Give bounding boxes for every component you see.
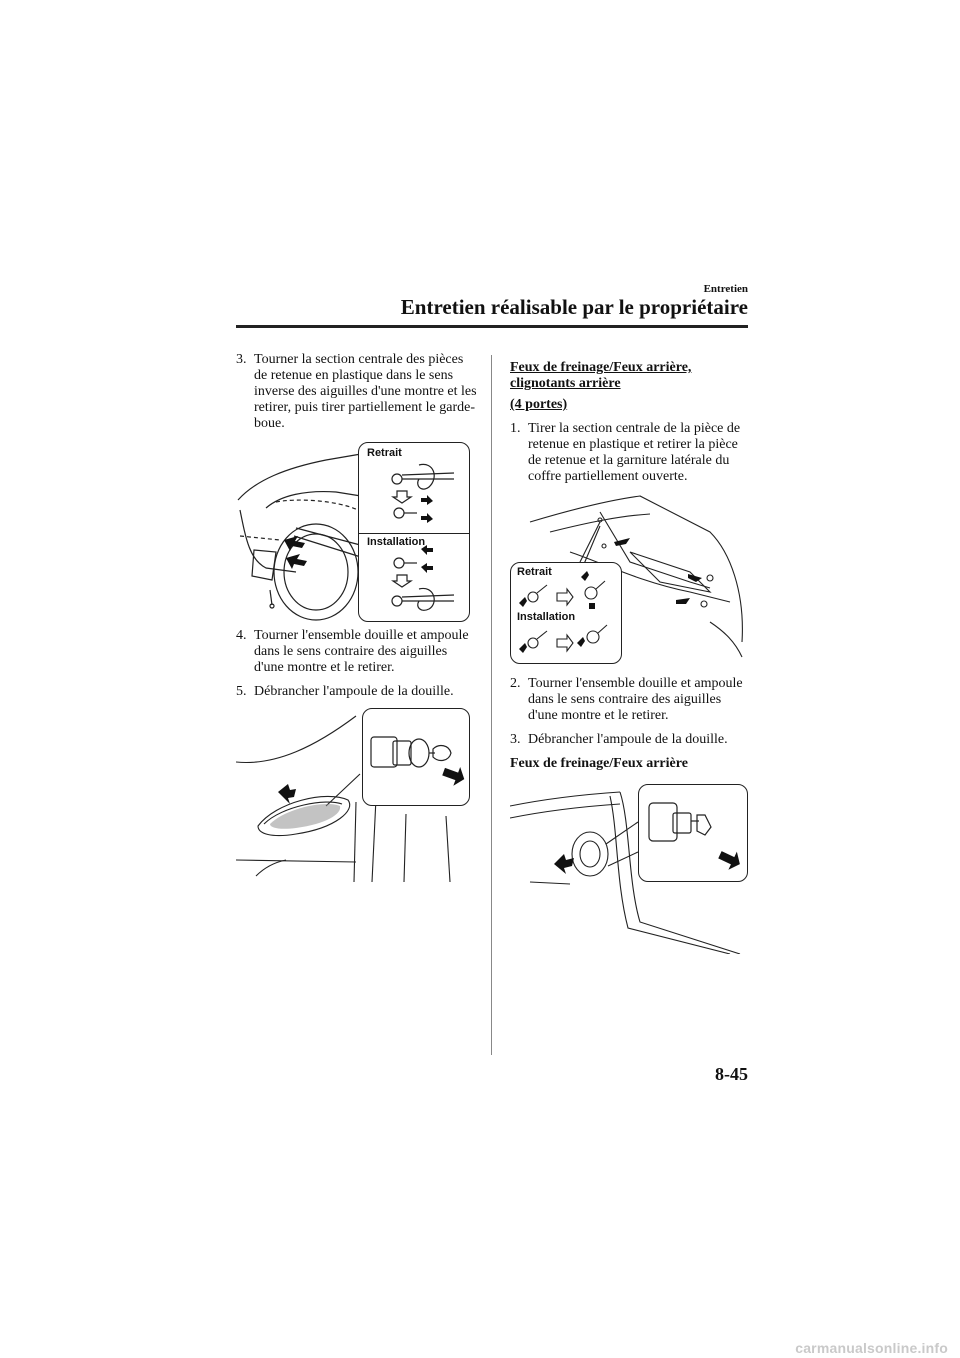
rear-bulb-callout: [638, 784, 748, 882]
trunk-clip-callout: [510, 562, 622, 664]
column-divider: [491, 355, 492, 1055]
page-number: 8-45: [715, 1064, 748, 1084]
step-text: Tourner l'ensemble douille et ampoule dans le sens contraire des aiguilles d'une montre et le retirer.: [528, 676, 743, 723]
step-number: 5.: [236, 684, 247, 699]
fender-clip-callout: [358, 442, 470, 622]
heading-brake-rear-lights: Feux de freinage/Feux arrière: [510, 756, 688, 771]
step-4-left: [236, 628, 480, 676]
label-retrait: Retrait: [517, 566, 552, 578]
clip-steps-icon: [511, 563, 621, 663]
step-text: Tirer la section centrale de la pièce de retenue en plastique et retirer la pièce de retenue et la garniture latérale du coffre partiellement ouverte.: [528, 421, 741, 484]
step-3-right: [510, 732, 750, 748]
step-2-right: [510, 676, 750, 724]
step-number: 3.: [236, 352, 247, 367]
heading-brake-lights: [510, 360, 750, 392]
heading-line-1: Feux de freinage/Feux arrière,: [510, 360, 692, 375]
rear-bulb-socket-icon: [639, 785, 747, 881]
label-installation: Installation: [517, 611, 576, 623]
label-retrait: Retrait: [367, 447, 402, 459]
step-1-right: [510, 421, 750, 485]
clip-steps-icon: [359, 443, 469, 621]
bulb-socket-icon: [363, 709, 469, 805]
heading-line-2: clignotants arrière: [510, 376, 621, 391]
watermark: carmanualsonline.info: [795, 1340, 948, 1356]
bulb-socket-callout: [362, 708, 470, 806]
step-5-left: [236, 684, 480, 700]
step-number: 1.: [510, 421, 521, 436]
heading-4-doors: (4 portes): [510, 397, 568, 412]
step-number: 4.: [236, 628, 247, 643]
section-label: Entretien: [703, 283, 748, 295]
step-text: Tourner l'ensemble douille et ampoule dans le sens contraire des aiguilles d'une montre et le retirer.: [254, 628, 469, 675]
header-divider: [236, 325, 748, 328]
step-text: Débrancher l'ampoule de la douille.: [528, 732, 728, 747]
page-title: Entretien réalisable par le propriétaire: [400, 295, 748, 319]
step-number: 2.: [510, 676, 521, 691]
step-number: 3.: [510, 732, 521, 747]
step-text: Débrancher l'ampoule de la douille.: [254, 684, 454, 699]
step-3-left: [236, 352, 480, 432]
step-text: Tourner la section centrale des pièces de retenue en plastique dans le sens inverse des aiguilles d'une montre et les retirer, puis tirer partiellement le garde-boue.: [254, 352, 477, 431]
label-installation: Installation: [367, 536, 426, 548]
